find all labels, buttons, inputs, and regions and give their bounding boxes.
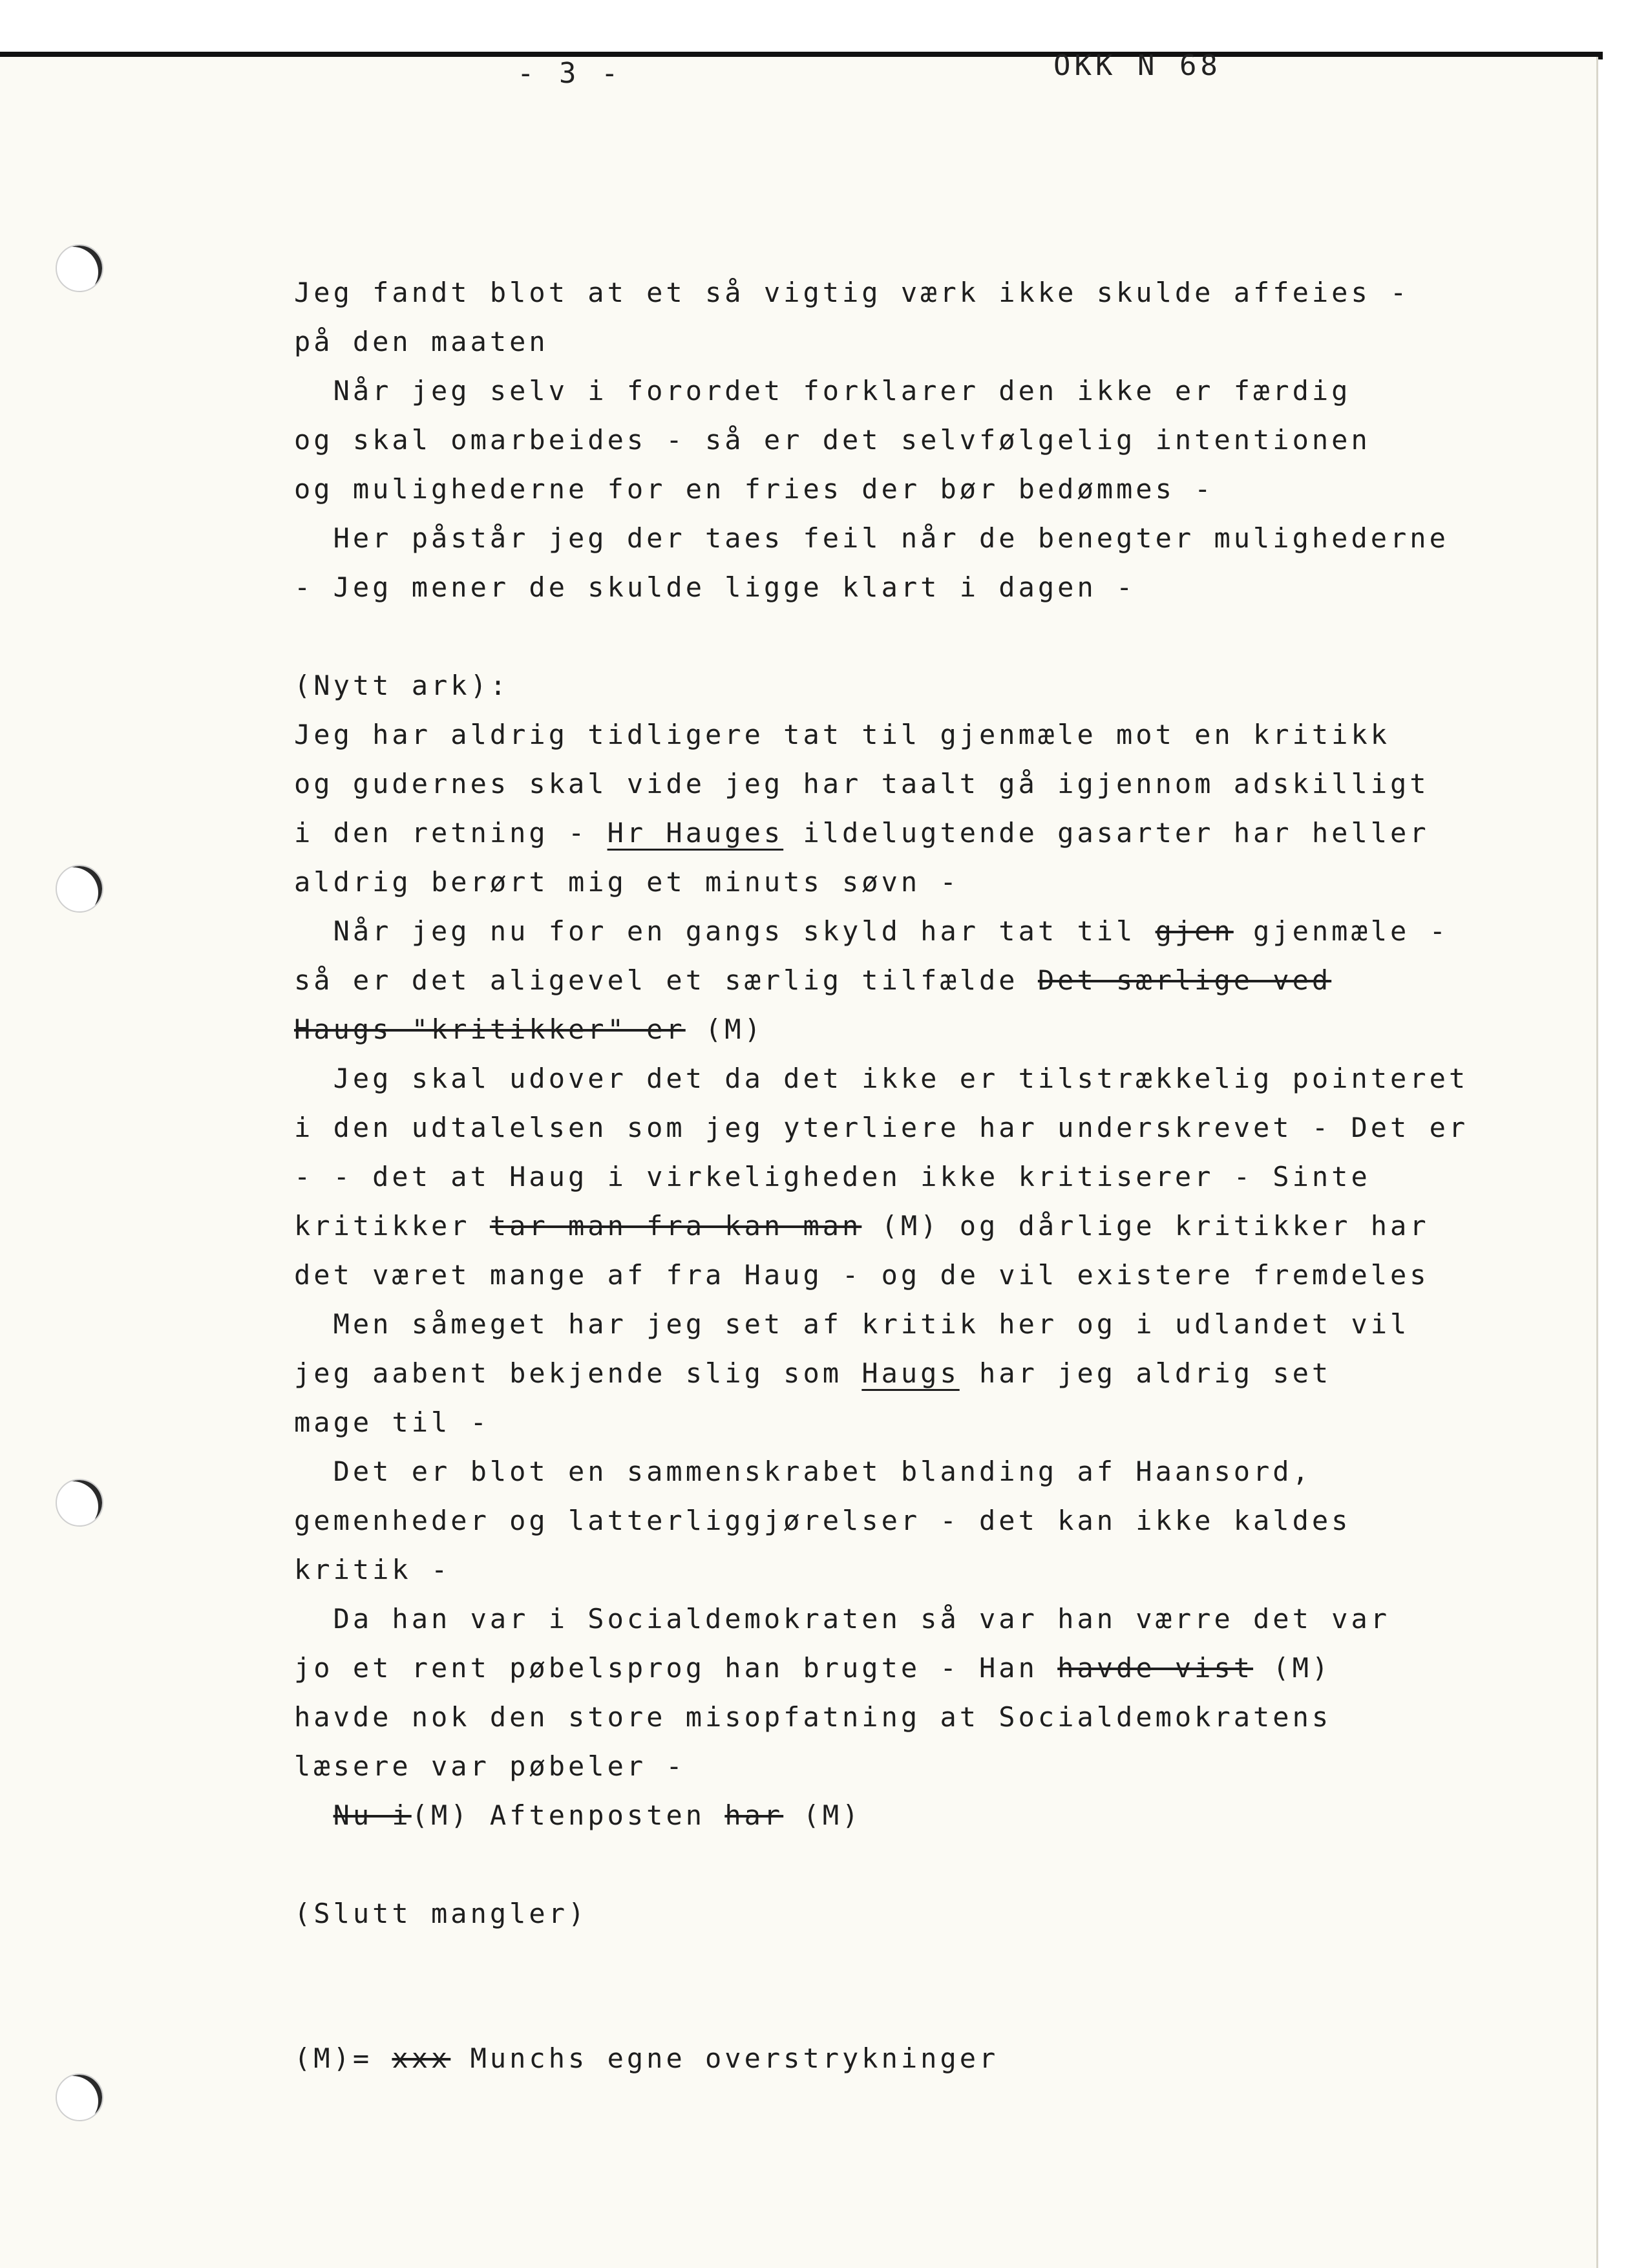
- text-line: på den maaten: [294, 326, 549, 357]
- text-line: - Jeg mener de skulde ligge klart i dagen -: [294, 571, 1136, 603]
- punch-hole: [56, 865, 103, 913]
- text-line: [294, 1799, 861, 1831]
- text-line: [294, 817, 1430, 849]
- text-line: Jeg skal udover det da det ikke er tilstrækkelig pointeret: [294, 1063, 1469, 1094]
- typed-page: [0, 49, 1598, 2268]
- text-line: [294, 1013, 764, 1045]
- text-line: mage til -: [294, 1406, 490, 1438]
- text-segment: jo et rent pøbelsprog han brugte - Han: [294, 1652, 1058, 1684]
- text-line: i den udtalelsen som jeg yterliere har underskrevet - Det er: [294, 1112, 1469, 1143]
- struck-text: tar man fra kan man: [489, 1210, 862, 1242]
- footnote: [294, 2042, 998, 2074]
- text-line: [294, 964, 1331, 996]
- text-segment: Munchs egne overstrykninger: [450, 2042, 999, 2074]
- text-line: og skal omarbeides - så er det selvfølgelig intentionen: [294, 424, 1371, 456]
- text-segment: (M) Aftenposten: [411, 1799, 725, 1831]
- text-segment: har jeg aldrig set: [959, 1357, 1332, 1389]
- text-line: [294, 1357, 1331, 1389]
- closing-note: (Slutt mangler): [294, 1898, 588, 1929]
- page-number: - 3 -: [517, 57, 622, 90]
- text-segment: (M) og dårlige kritikker har: [861, 1210, 1430, 1242]
- text-line: [294, 1652, 1331, 1684]
- text-line: kritik -: [294, 1554, 451, 1585]
- struck-text: Det særlige ved: [1037, 964, 1332, 996]
- text-segment: kritikker: [294, 1210, 490, 1242]
- section-note: (Nytt ark):: [294, 670, 510, 701]
- text-line: Jeg har aldrig tidligere tat til gjenmæle mot en kritikk: [294, 719, 1391, 750]
- text-line: Jeg fandt blot at et så vigtig værk ikke skulde affeies -: [294, 277, 1410, 308]
- text-line: [294, 1210, 1430, 1242]
- struck-text: har: [724, 1799, 784, 1831]
- struck-text: Haugs "kritikker" er: [294, 1013, 686, 1045]
- text-line: [294, 915, 1449, 947]
- text-segment: Når jeg nu for en gangs skyld har tat til: [294, 915, 1156, 947]
- text-line: aldrig berørt mig et minuts søvn -: [294, 866, 960, 898]
- text-line: Når jeg selv i forordet forklarer den ikke er færdig: [294, 375, 1351, 407]
- text-segment: gjenmæle -: [1233, 915, 1449, 947]
- text-line: Det er blot en sammenskrabet blanding af Haansord,: [294, 1456, 1312, 1487]
- text-line: havde nok den store misopfatning at Socialdemokratens: [294, 1701, 1332, 1733]
- text-segment: ildelugtende gasarter har heller: [783, 817, 1430, 849]
- struck-text: gjen: [1155, 915, 1234, 947]
- struck-text: xxx: [392, 2042, 451, 2074]
- underlined-text: Hr Hauges: [607, 817, 784, 849]
- text-segment: jeg aabent bekjende slig som: [294, 1357, 862, 1389]
- text-segment: i den retning -: [294, 817, 607, 849]
- text-segment: så er det aligevel et særlig tilfælde: [294, 964, 1038, 996]
- struck-text: havde vist: [1057, 1652, 1254, 1684]
- text-line: og mulighederne for en fries der bør bedømmes -: [294, 473, 1214, 505]
- archive-reference: OKK N 68: [1053, 49, 1221, 82]
- text-line: læsere var pøbeler -: [294, 1750, 686, 1782]
- text-line: og gudernes skal vide jeg har taalt gå igjennom adskilligt: [294, 768, 1430, 800]
- text-segment: (M): [783, 1799, 862, 1831]
- text-line: det været mange af fra Haug - og de vil existere fremdeles: [294, 1259, 1430, 1291]
- text-line: - - det at Haug i virkeligheden ikke kritiserer - Sinte: [294, 1161, 1371, 1192]
- text-segment: (M): [685, 1013, 764, 1045]
- punch-hole: [56, 2073, 103, 2121]
- underlined-text: Haugs: [861, 1357, 960, 1389]
- punch-hole: [56, 1479, 103, 1527]
- text-line: Da han var i Socialdemokraten så var han værre det var: [294, 1603, 1391, 1635]
- text-segment: (M): [1253, 1652, 1332, 1684]
- text-segment: (M)=: [294, 2042, 392, 2074]
- struck-text: Nu i: [333, 1799, 412, 1831]
- document-body: [294, 57, 1574, 2254]
- text-line: Her påstår jeg der taes feil når de benegter mulighederne: [294, 522, 1449, 554]
- text-line: gemenheder og latterliggjørelser - det kan ikke kaldes: [294, 1505, 1351, 1536]
- punch-hole: [56, 244, 103, 292]
- text-segment: [294, 1799, 333, 1831]
- text-line: Men såmeget har jeg set af kritik her og i udlandet vil: [294, 1308, 1410, 1340]
